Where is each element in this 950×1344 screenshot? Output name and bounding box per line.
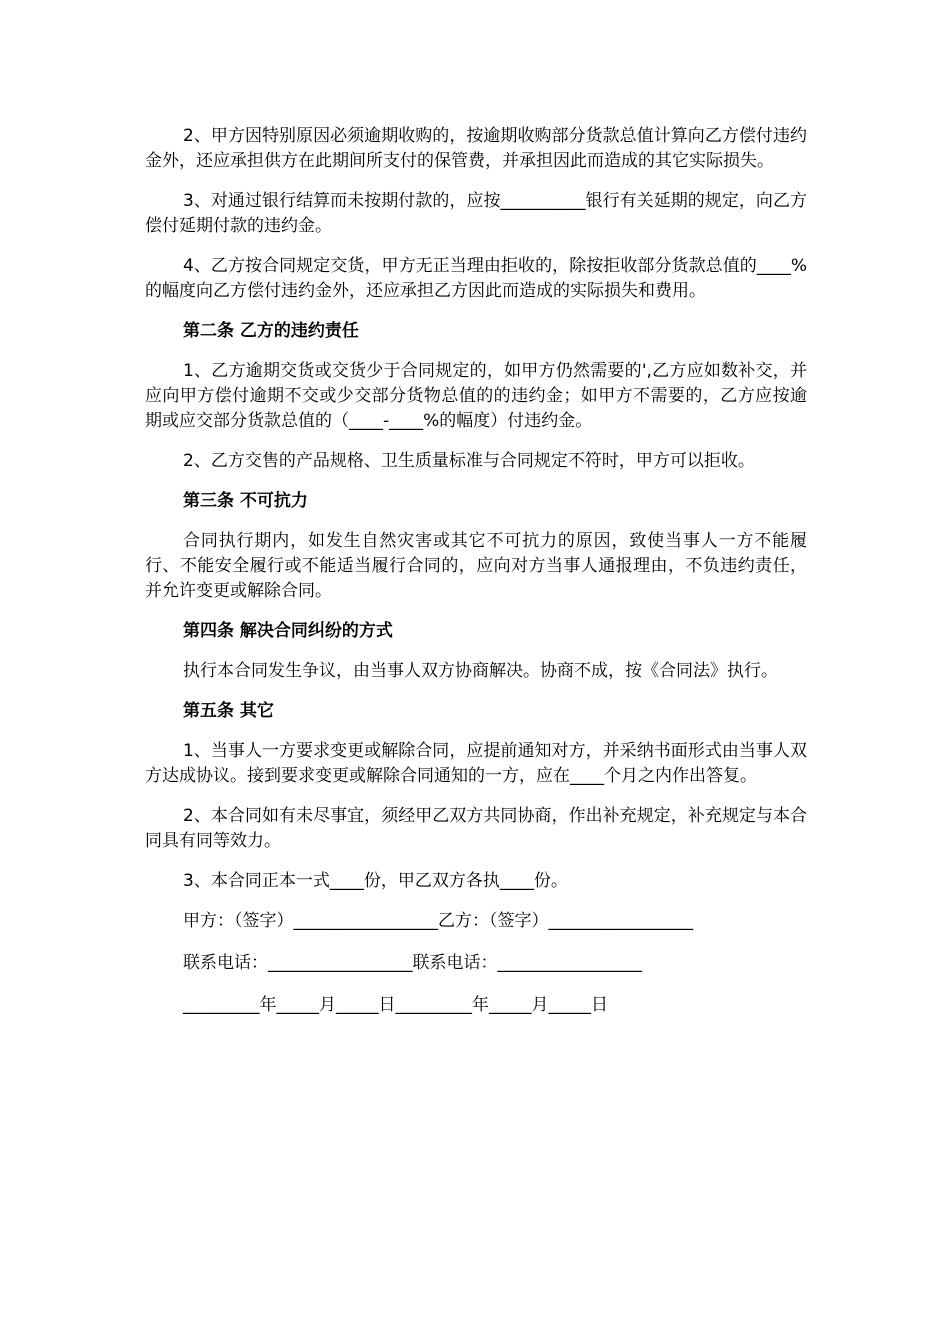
section-heading: 第五条 其它 (183, 701, 274, 721)
date-line: _________年_____月_____日_________年_____月_____日 (183, 995, 608, 1015)
signature-line: 甲方：（签字）_________________乙方：（签字）_________________ (183, 911, 693, 931)
clause-paragraph: 3、本合同正本一式____份，甲乙双方各执____份。 (183, 871, 568, 891)
clause-paragraph: 1、当事人一方要求变更或解除合同，应提前通知对方，并采纳书面形式由当事人双方达成协议。接到要求变更或解除合同通知的一方，应在____个月之内作出答复。 (145, 741, 807, 786)
clause-paragraph: 2、甲方因特别原因必须逾期收购的，按逾期收购部分货款总值计算向乙方偿付违约金外，还应承担供方在此期间所支付的保管费，并承担因此而造成的其它实际损失。 (145, 126, 807, 171)
clause-paragraph: 2、乙方交售的产品规格、卫生质量标准与合同规定不符时，甲方可以拒收。 (183, 451, 755, 471)
clause-paragraph: 3、对通过银行结算而未按期付款的，应按__________银行有关延期的规定，向乙方偿付延期付款的违约金。 (145, 191, 807, 236)
clause-paragraph: 2、本合同如有未尽事宜，须经甲乙双方共同协商，作出补充规定，补充规定与本合同具有同等效力。 (145, 806, 807, 851)
clause-paragraph: 1、乙方逾期交货或交货少于合同规定的，如甲方仍然需要的',乙方应如数补交，并应向甲方偿付逾期不交或少交部分货物总值的的违约金；如甲方不需要的，乙方应按逾期或应交部分货款总值的（____-____%的幅度）付违约金。 (145, 361, 807, 431)
clause-paragraph: 4、乙方按合同规定交货，甲方无正当理由拒收的，除按拒收部分货款总值的____%的幅度向乙方偿付违约金外，还应承担乙方因此而造成的实际损失和费用。 (145, 256, 807, 301)
clause-paragraph: 执行本合同发生争议，由当事人双方协商解决。协商不成，按《合同法》执行。 (183, 661, 778, 681)
clause-paragraph: 合同执行期内，如发生自然灾害或其它不可抗力的原因，致使当事人一方不能履行、不能安全履行或不能适当履行合同的，应向对方当事人通报理由，不负违约责任，并允许变更或解除合同。 (145, 531, 807, 601)
phone-line: 联系电话：_________________联系电话：_________________ (183, 953, 642, 973)
section-heading: 第四条 解决合同纠纷的方式 (183, 621, 393, 641)
section-heading: 第三条 不可抗力 (183, 491, 308, 511)
contract-body (145, 124, 807, 1018)
section-heading: 第二条 乙方的违约责任 (183, 321, 359, 341)
